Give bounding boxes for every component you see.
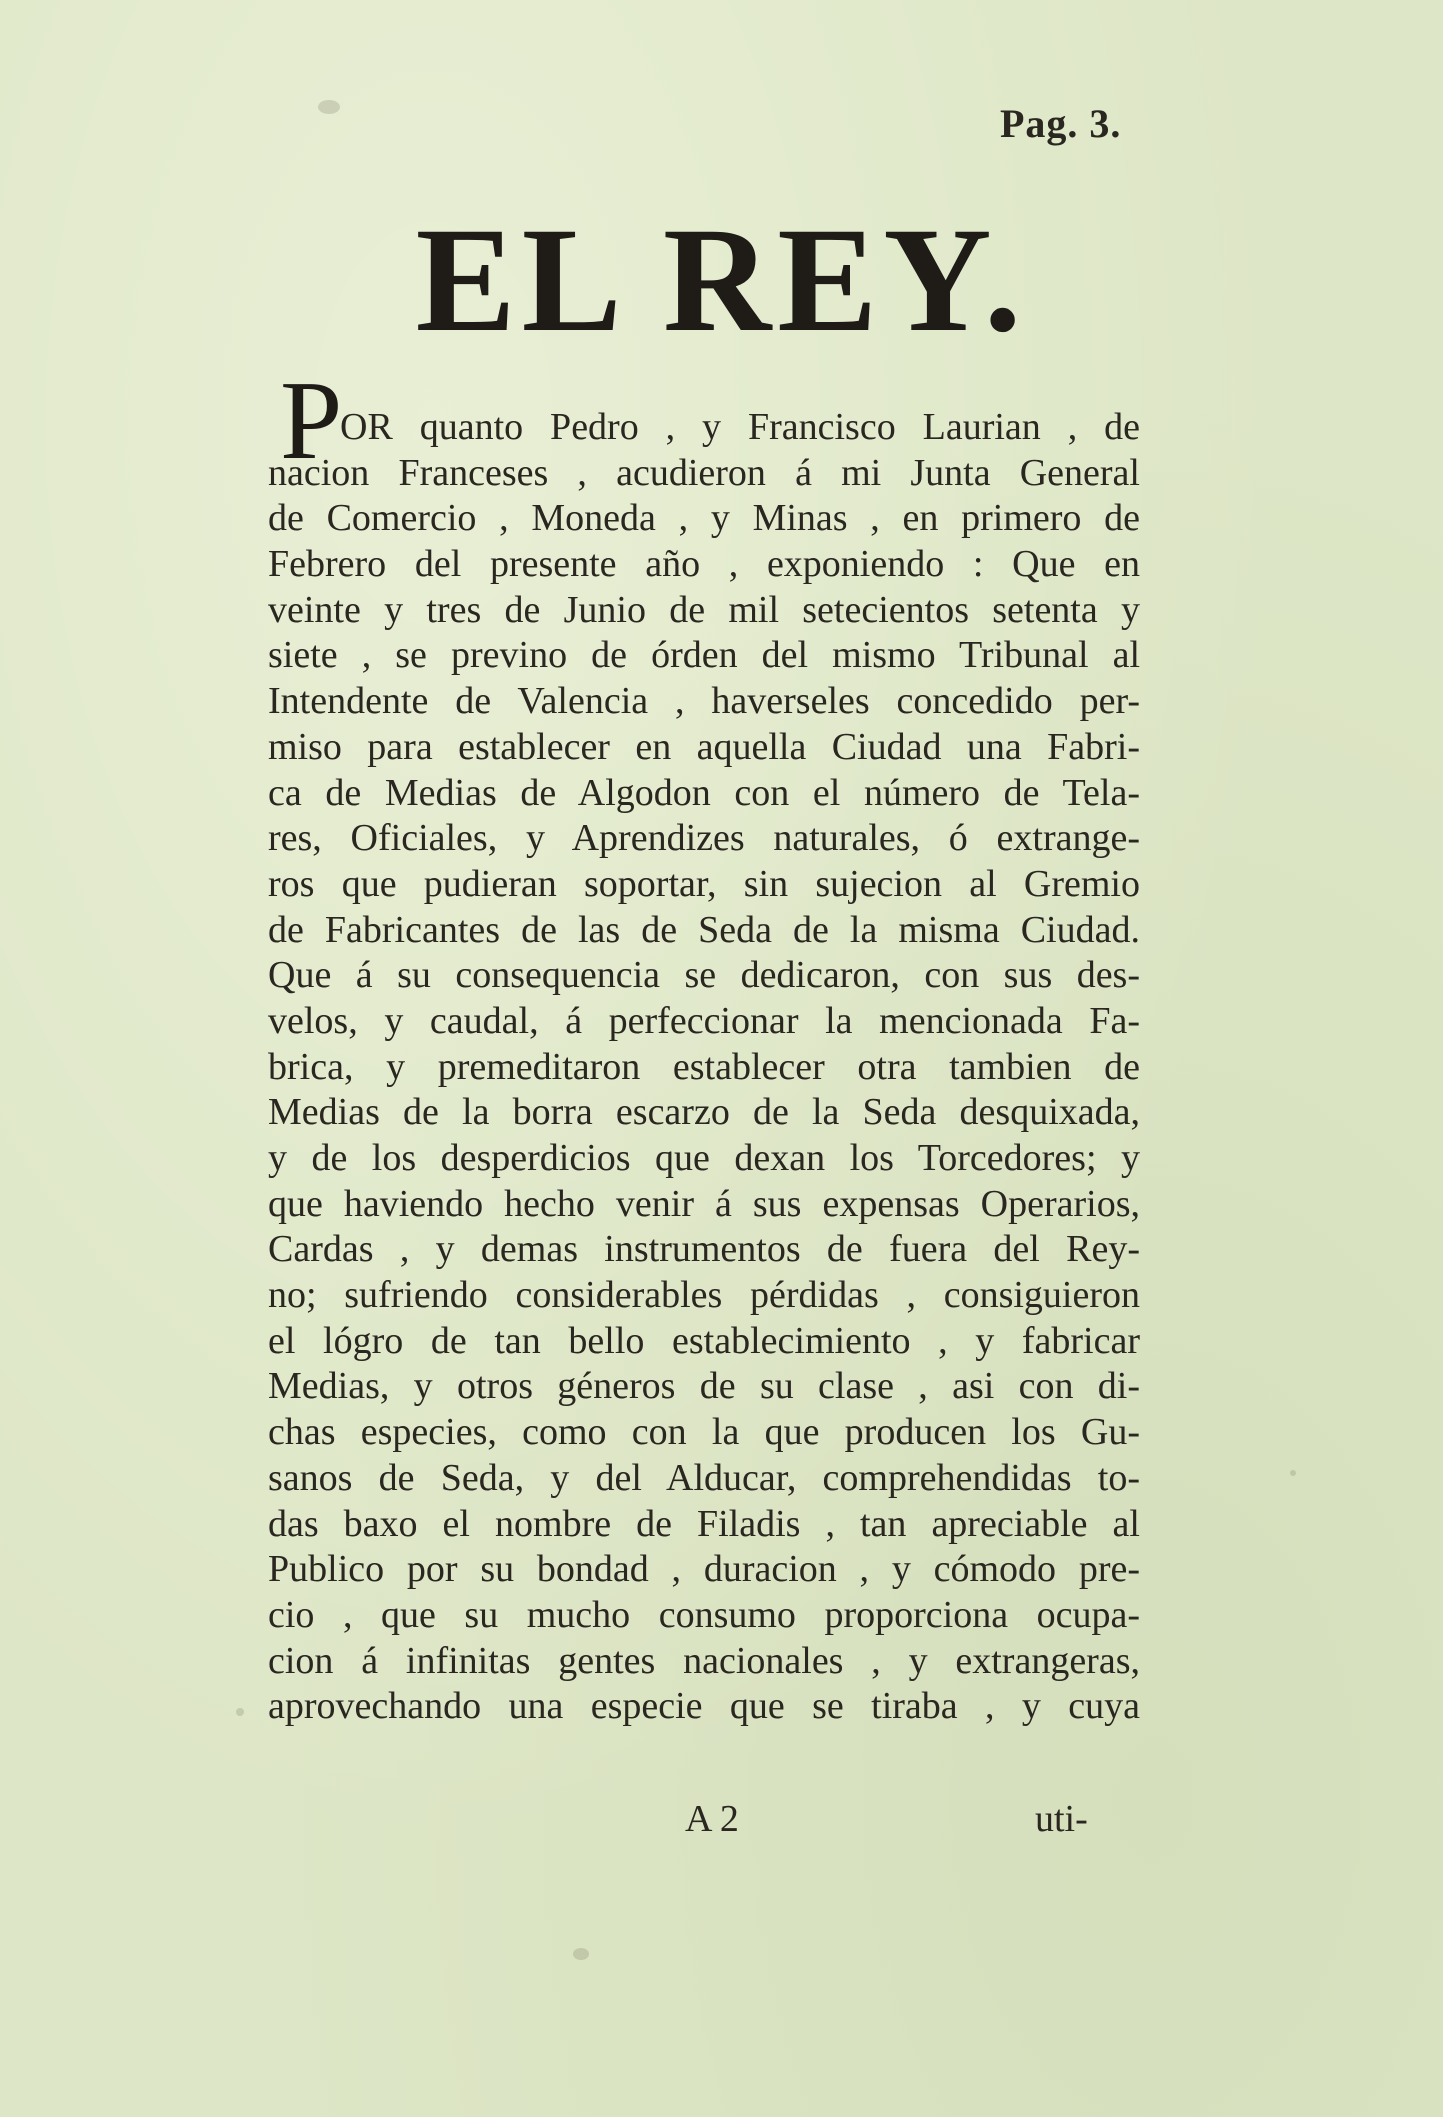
body-text [268, 405, 1140, 1730]
text-line: miso para establecer en aquella Ciudad una Fabri- [268, 725, 1140, 768]
text-line: das baxo el nombre de Filadis , tan apreciable al [268, 1502, 1140, 1545]
paper-blemish [573, 1948, 589, 1960]
text-line: Cardas , y demas instrumentos de fuera del Rey- [268, 1228, 1140, 1271]
text-line: OR quanto Pedro , y Francisco Laurian , de [340, 406, 1140, 448]
text-line: ca de Medias de Algodon con el número de Tela- [268, 771, 1140, 814]
text-line: de Comercio , Moneda , y Minas , en primero de [268, 497, 1140, 540]
text-line: Que á su consequencia se dedicaron, con sus des- [268, 954, 1140, 997]
text-line: res, Oficiales, y Aprendizes naturales, ó extrange- [268, 817, 1140, 860]
text-line: veinte y tres de Junio de mil setecientos setenta y [268, 588, 1140, 631]
text-line: cion á infinitas gentes nacionales , y extrangeras, [268, 1639, 1140, 1682]
document-heading: EL REY. [415, 197, 1028, 363]
paper-blemish [318, 100, 340, 114]
paper-blemish [1290, 1470, 1296, 1476]
text-line: ros que pudieran soportar, sin sujecion al Gremio [268, 862, 1140, 905]
text-line: brica, y premeditaron establecer otra tambien de [268, 1045, 1140, 1088]
text-line: no; sufriendo considerables pérdidas , consiguieron [268, 1274, 1140, 1317]
text-line: Intendente de Valencia , haverseles concedido per- [268, 680, 1140, 723]
text-line: Medias, y otros géneros de su clase , asi con di- [268, 1365, 1140, 1408]
text-line: y de los desperdicios que dexan los Torcedores; y [268, 1137, 1140, 1179]
signature-mark: A 2 [685, 1798, 739, 1840]
page-number: Pag. 3. [1000, 101, 1122, 146]
text-line: velos, y caudal, á perfeccionar la mencionada Fa- [268, 999, 1140, 1042]
catchword: uti- [1035, 1798, 1088, 1840]
text-line: Publico por su bondad , duracion , y cómodo pre- [268, 1548, 1140, 1591]
text-line: sanos de Seda, y del Alducar, comprehendidas to- [268, 1456, 1140, 1499]
drop-cap: P [280, 359, 343, 483]
text-line: cio , que su mucho consumo proporciona ocupa- [268, 1593, 1140, 1636]
text-line: siete , se previno de órden del mismo Tribunal al [268, 634, 1140, 677]
text-line: aprovechando una especie que se tiraba , y cuya [268, 1685, 1140, 1728]
text-line: de Fabricantes de las de Seda de la misma Ciudad. [268, 908, 1140, 951]
paper-blemish [236, 1708, 244, 1716]
text-line: el lógro de tan bello establecimiento , y fabricar [268, 1319, 1140, 1362]
text-line: Febrero del presente año , exponiendo : Que en [268, 543, 1140, 586]
text-line: que haviendo hecho venir á sus expensas Operarios, [268, 1182, 1140, 1225]
text-line: nacion Franceses , acudieron á mi Junta General [268, 451, 1140, 494]
text-line: chas especies, como con la que producen los Gu- [268, 1411, 1140, 1454]
text-line: Medias de la borra escarzo de la Seda desquixada, [268, 1091, 1140, 1134]
